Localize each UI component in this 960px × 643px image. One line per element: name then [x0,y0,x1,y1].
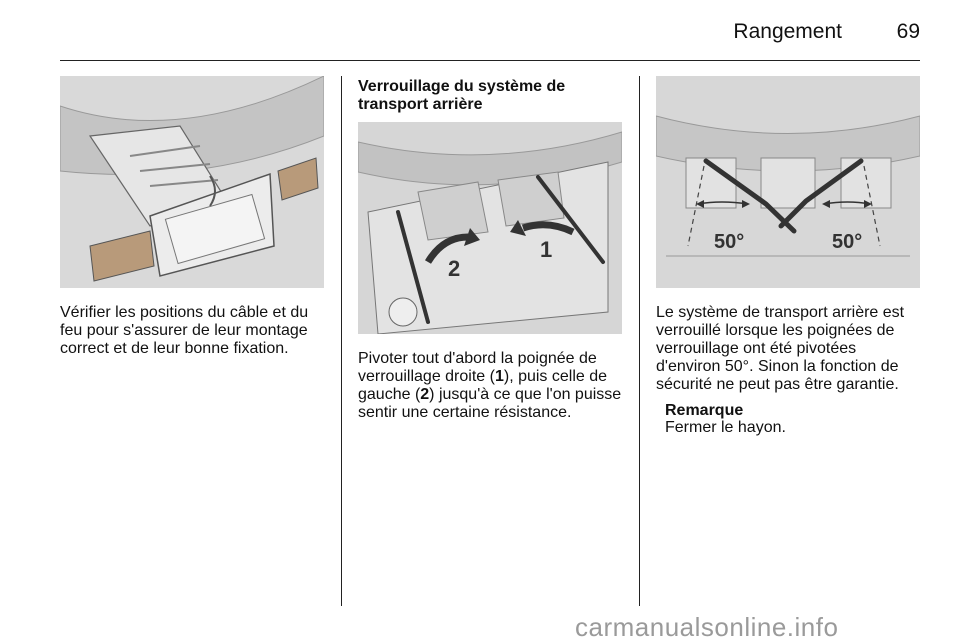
ref-number-1: 1 [494,368,504,385]
figure-rotate-handles [358,122,622,334]
note-text: Fermer le hayon. [665,419,786,436]
angle-label-right: 50° [832,231,863,253]
col2-text-part-2: ), puis celle de gauche ( [358,368,608,403]
page-header-title: Rangement [733,20,842,43]
figure-label-2: 2 [448,256,461,281]
col2-text-part-1: Pivoter tout d'abord la poignée de verrouillage droite ( [358,350,597,385]
figure-bike-carrier-lamp [60,76,324,288]
figure-locking-angles [656,76,920,288]
column-divider-right [639,76,640,606]
angle-label-left: 50° [714,231,745,253]
header-rule [60,60,920,61]
page-number: 69 [896,20,920,43]
col1-paragraph: Vérifier les positions du câble et du feu pour s'assurer de leur montage correct et de leur bonne fixation. [60,304,309,357]
section-heading: Verrouillage du système de transport arrière [358,78,566,113]
column-divider-left [341,76,342,606]
col2-text-part-3: ) jusqu'à ce que l'on puisse sentir une certaine résistance. [358,386,622,421]
col2-paragraph [358,350,624,422]
figure-label-1: 1 [540,237,553,262]
note-title: Remarque [665,402,744,419]
ref-number-2: 2 [420,386,430,403]
col3-paragraph: Le système de transport arrière est verrouillé lorsque les poignées de verrouillage ont été pivotées d'environ 50°. Sinon la fonction de sécurité ne peut pas être garantie. [656,304,905,393]
watermark: carmanualsonline.info [575,612,839,642]
